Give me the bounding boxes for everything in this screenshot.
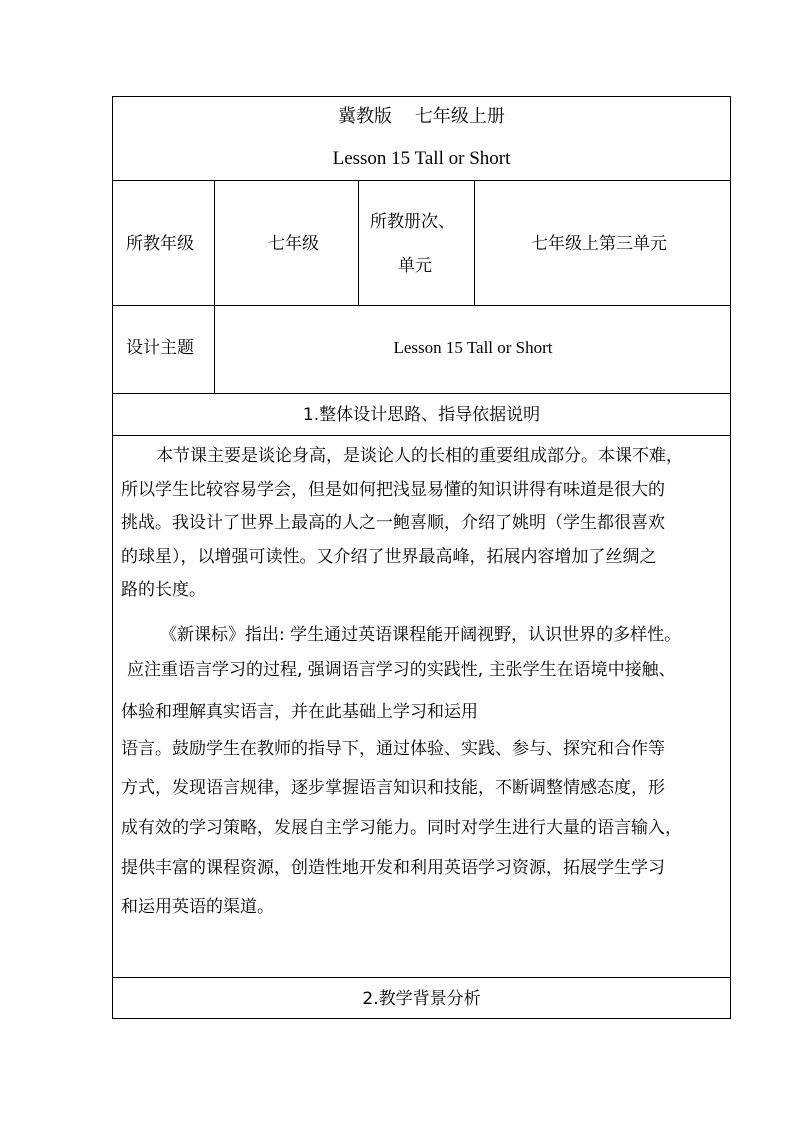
paragraph-line: 的球星），以增强可读性。又介绍了世界最高峰，拓展内容增加了丝绸之: [121, 547, 657, 567]
paragraph-line: 体验和理解真实语言，并在此基础上学习和运用: [121, 702, 478, 722]
row-divider-header: [112, 180, 731, 181]
paragraph-line: 和运用英语的渠道。: [121, 897, 274, 917]
paragraph-line: 挑战。我设计了世界上最高的人之一鲍喜顺，介绍了姚明（学生都很喜欢: [121, 513, 665, 533]
document-title: 冀教版 七年级上册: [338, 106, 505, 127]
section2-heading: 2.教学背景分析: [362, 989, 481, 1009]
grade-label: 所教年级: [126, 234, 194, 254]
paragraph-line: 路的长度。: [121, 580, 206, 600]
col-divider-label: [214, 180, 215, 393]
col-divider-grade: [358, 180, 359, 305]
paragraph-line: 方式，发现语言规律，逐步掌握语言知识和技能，不断调整情感态度，形: [121, 778, 665, 798]
row-divider-theme: [112, 393, 731, 394]
row-divider-info: [112, 305, 731, 306]
theme-label: 设计主题: [126, 338, 194, 358]
section1-heading: 1.整体设计思路、指导依据说明: [302, 405, 541, 425]
theme-value: Lesson 15 Tall or Short: [393, 338, 553, 357]
paragraph-line: 应注重语言学习的过程, 强调语言学习的实践性, 主张学生在语境中接触、: [127, 660, 676, 680]
col-divider-volume: [474, 180, 475, 305]
row-divider-section1-body: [112, 977, 731, 978]
row-divider-section1-heading: [112, 435, 731, 436]
volume-value: 七年级上第三单元: [531, 234, 667, 254]
grade-value: 七年级: [268, 234, 319, 254]
paragraph-line: 《新课标》指出: 学生通过英语课程能开阔视野，认识世界的多样性。: [160, 625, 682, 645]
volume-label-line1: 所教册次、: [370, 212, 455, 232]
volume-label-line2: 单元: [398, 256, 432, 276]
paragraph-line: 本节课主要是谈论身高，是谈论人的长相的重要组成部分。本课不难，: [156, 446, 683, 466]
paragraph-line: 提供丰富的课程资源，创造性地开发和利用英语学习资源，拓展学生学习: [121, 858, 665, 878]
paragraph-line: 成有效的学习策略，发展自主学习能力。同时对学生进行大量的语言输入，: [121, 818, 682, 838]
paragraph-line: 语言。鼓励学生在教师的指导下，通过体验、实践、参与、探究和合作等: [121, 739, 665, 759]
lesson-title: Lesson 15 Tall or Short: [332, 148, 511, 169]
paragraph-line: 所以学生比较容易学会，但是如何把浅显易懂的知识讲得有味道是很大的: [121, 480, 665, 500]
